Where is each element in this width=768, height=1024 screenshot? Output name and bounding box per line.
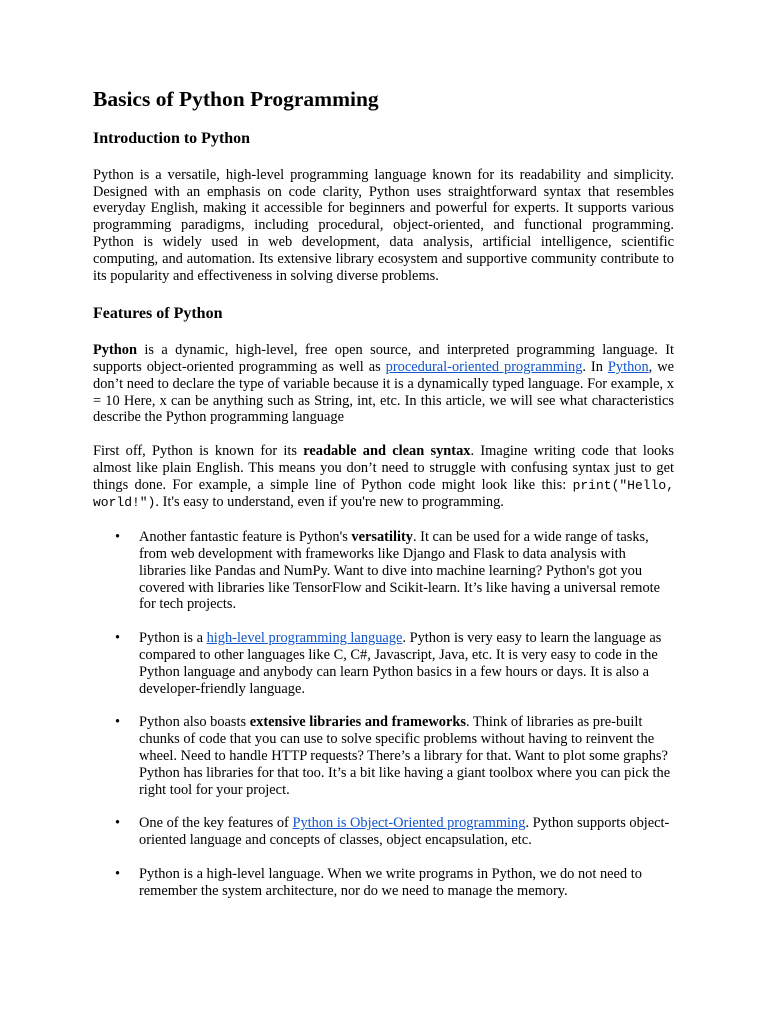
document-page	[93, 86, 674, 917]
procedural-programming-link[interactable]: procedural-oriented programming	[385, 358, 583, 375]
text-segment: One of the key features of	[139, 815, 293, 832]
text-segment: . Imagine writing code that looks almost like plain English. This means you don’t need to struggle with confusing syntax just to get things done. For example, a simple line of Python code might look like this:	[93, 443, 675, 493]
bullet-icon: •	[115, 714, 121, 731]
list-item	[93, 714, 674, 798]
features-paragraph-1	[93, 342, 674, 426]
text-segment: . It's easy to understand, even if you're new to programming.	[155, 494, 504, 511]
bold-text: extensive libraries and frameworks	[249, 714, 466, 731]
text-segment: Python is a	[139, 630, 207, 647]
intro-heading: Introduction to Python	[93, 129, 251, 147]
text-segment: Another fantastic feature is Python's	[139, 529, 352, 546]
bullet-icon: •	[115, 866, 121, 883]
text-segment: . Python supports object-oriented language and concepts of classes, object encapsulation, etc.	[139, 815, 670, 849]
bold-text: versatility	[351, 529, 413, 546]
python-link[interactable]: Python	[607, 358, 649, 375]
list-item	[93, 630, 674, 697]
list-item	[93, 529, 674, 613]
intro-paragraph: Python is a versatile, high-level programming language known for its readability and simplicity. Designed with an emphasis on code clarity, Python uses straightforward syntax that resembles everyday English, making it accessible for beginners and powerful for experts. It supports various programming paradigms, including procedural, object-oriented, and functional programming. Python is widely used in web development, data analysis, artificial intelligence, scientific computing, and automation. Its extensive library ecosystem and supportive community contribute to its popularity and effectiveness in solving diverse problems.	[93, 166, 674, 284]
object-oriented-link[interactable]: Python is Object-Oriented programming	[292, 815, 526, 832]
text-segment: . Think of libraries as pre-built chunks of code that you can use to solve specific problems without having to reinvent the wheel. Need to handle HTTP requests? There’s a library for that. Want to plot some graphs? Python has libraries for that too. It’s a bit like having a giant toolbox where you can pick the right tool for your project.	[139, 714, 671, 798]
bullet-icon: •	[115, 630, 121, 647]
text-segment: . Python is very easy to learn the language as compared to other languages like C, C#, Javascript, Java, etc. It is very easy to code in the Python language and anybody can learn Python basics in a few hours or days. It is also a developer-friendly language.	[139, 630, 662, 697]
text-segment: First off, Python is known for its	[93, 443, 304, 460]
high-level-language-link[interactable]: high-level programming language	[206, 630, 403, 647]
features-heading: Features of Python	[93, 305, 223, 323]
bold-text: readable and clean syntax	[303, 443, 471, 460]
python-bold-text: Python	[93, 342, 137, 359]
text-segment: Python also boasts	[139, 714, 250, 731]
list-item	[93, 866, 674, 900]
document-title: Basics of Python Programming	[93, 87, 379, 111]
text-segment: is a dynamic, high-level, free open source, and interpreted programming language. It supports object-oriented programming as well as	[93, 342, 674, 375]
text-segment: . In	[582, 358, 608, 375]
bullet-icon: •	[115, 815, 121, 832]
list-item	[93, 815, 674, 849]
features-bullet-list	[93, 529, 674, 899]
features-paragraph-2	[93, 443, 674, 512]
bullet-icon: •	[115, 529, 121, 546]
text-segment: . It can be used for a wide range of tasks, from web development with frameworks like Django and Flask to data analysis with libraries like Pandas and NumPy. Want to dive into machine learning? Python's got you covered with libraries like TensorFlow and Scikit-learn. It’s like having a universal remote for tech projects.	[139, 529, 661, 613]
text-segment: Python is a high-level language. When we write programs in Python, we do not need to remember the system architecture, nor do we need to manage the memory.	[139, 866, 642, 899]
text-segment: , we don’t need to declare the type of variable because it is a dynamically typed language. For example, x = 10 Here, x can be anything such as String, int, etc. In this article, we will see what characteristics describe the Python programming language	[93, 358, 674, 426]
code-snippet: print("Hello, world!")	[93, 477, 674, 511]
